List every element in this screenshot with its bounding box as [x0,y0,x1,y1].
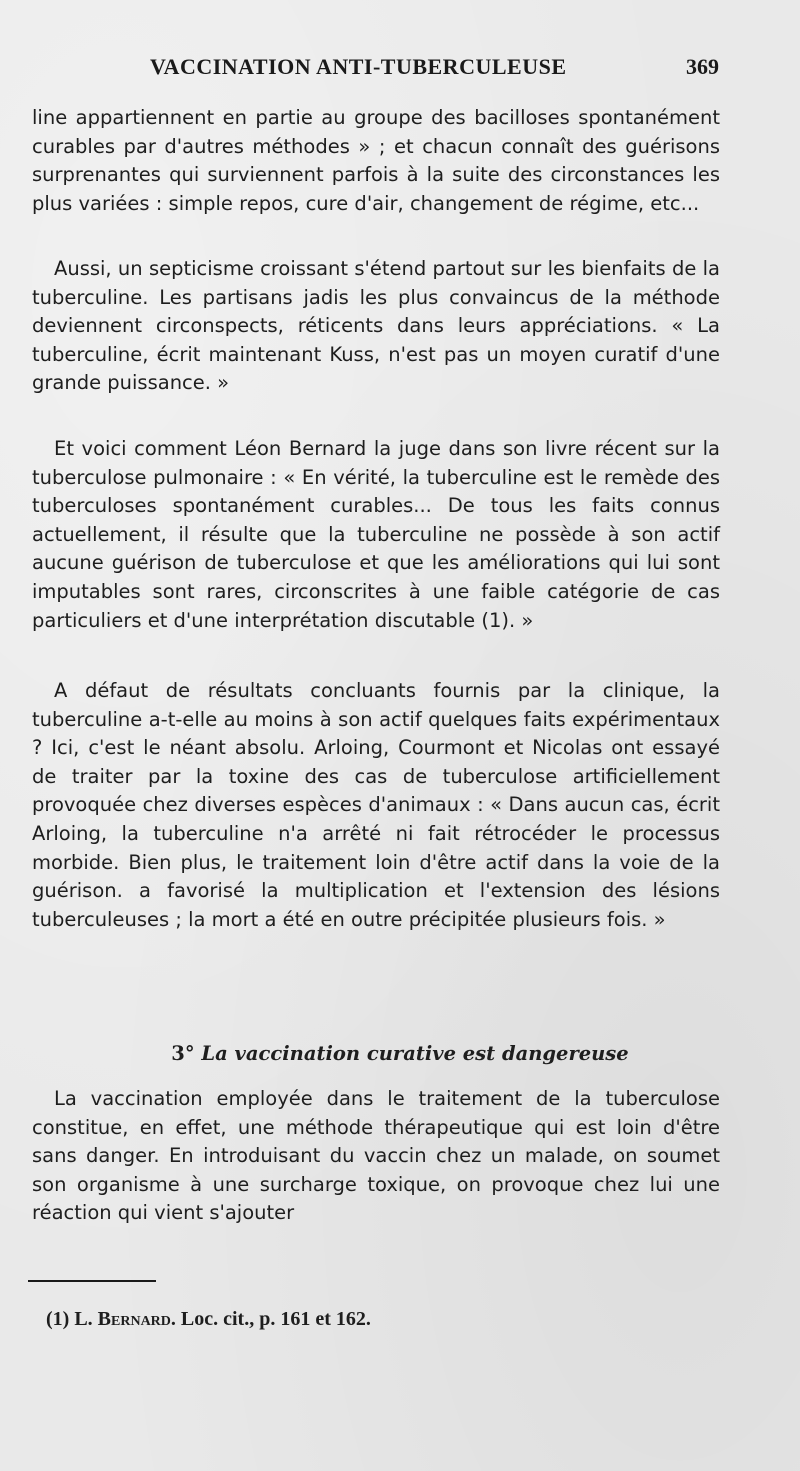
paragraph-text: A défaut de résultats concluants fournis par la clinique, la tuberculine a-t-elle au moins à son actif quelques faits expérimentaux ? Ici, c'est le néant absolu. Arloing, Courmont et Nicolas ont essayé de traiter par la toxine des cas de tuberculose artificiellement provoquée chez diverses espèces d'animaux : « Dans aucun cas, écrit Arloing, la tuberculine n'a arrêté ni fait rétrocéder le processus morbide. Bien plus, le traitement loin d'être actif dans la voie de la guérison. a favorisé la multiplication et l'extension des lésions tuberculeuses ; la mort a été en outre précipitée plusieurs fois. » [32,679,720,931]
paragraph-text: Et voici comment Léon Bernard la juge dans son livre récent sur la tuberculose pulmonaire : « En vérité, la tuberculine est le remède des tuberculoses spontanément curables... De tous les faits connus actuellement, il résulte que la tuberculine ne possède à son actif aucune guérison de tuberculose et que les améliorations qui lui sont imputables sont rares, circonscrites à une faible catégorie de cas particuliers et d'une interprétation discutable (1). » [32,437,720,632]
paragraph-text: Aussi, un septicisme croissant s'étend partout sur les bienfaits de la tuberculine. Les partisans jadis les plus convaincus de la méthode deviennent circonspects, réticents dans leurs appréciations. « La tuberculine, écrit maintenant Kuss, n'est pas un moyen curatif d'une grande puissance. » [32,257,720,395]
paragraph-leon-bernard [32,435,720,635]
section-heading [0,1042,800,1065]
footnote [46,1308,371,1331]
footnote-reference: Loc. cit., p. 161 et 162. [180,1308,371,1330]
footnote-author-name: Bernard. [97,1308,176,1330]
page-number: 369 [686,54,719,79]
footnote-divider [28,1280,156,1282]
paragraph-text: La vaccination employée dans le traitement de la tuberculose constitue, en effet, une méthode thérapeutique qui est loin d'être sans danger. En introduisant du vaccin chez un malade, on soumet son organisme à une surcharge toxique, on provoque chez lui une réaction qui vient s'ajouter [32,1087,720,1225]
paragraph-experimental [32,677,720,934]
footnote-marker: (1) [46,1308,70,1330]
paragraph-danger [32,1085,720,1228]
section-number: 3° [171,1042,195,1065]
footnote-author-initial: L. [74,1308,93,1330]
paragraph-text: line appartiennent en partie au groupe des bacilloses spontanément curables par d'autres méthodes » ; et chacun connaît des guérisons surprenantes qui surviennent parfois à la suite des circonstances les plus variées : simple repos, cure d'air, changement de régime, etc... [32,106,720,215]
section-title: La vaccination curative est dangereuse [201,1042,629,1065]
paragraph-continuation [32,104,720,218]
running-title: VACCINATION ANTI-TUBERCULEUSE [150,54,567,79]
paragraph-skepticism [32,255,720,398]
